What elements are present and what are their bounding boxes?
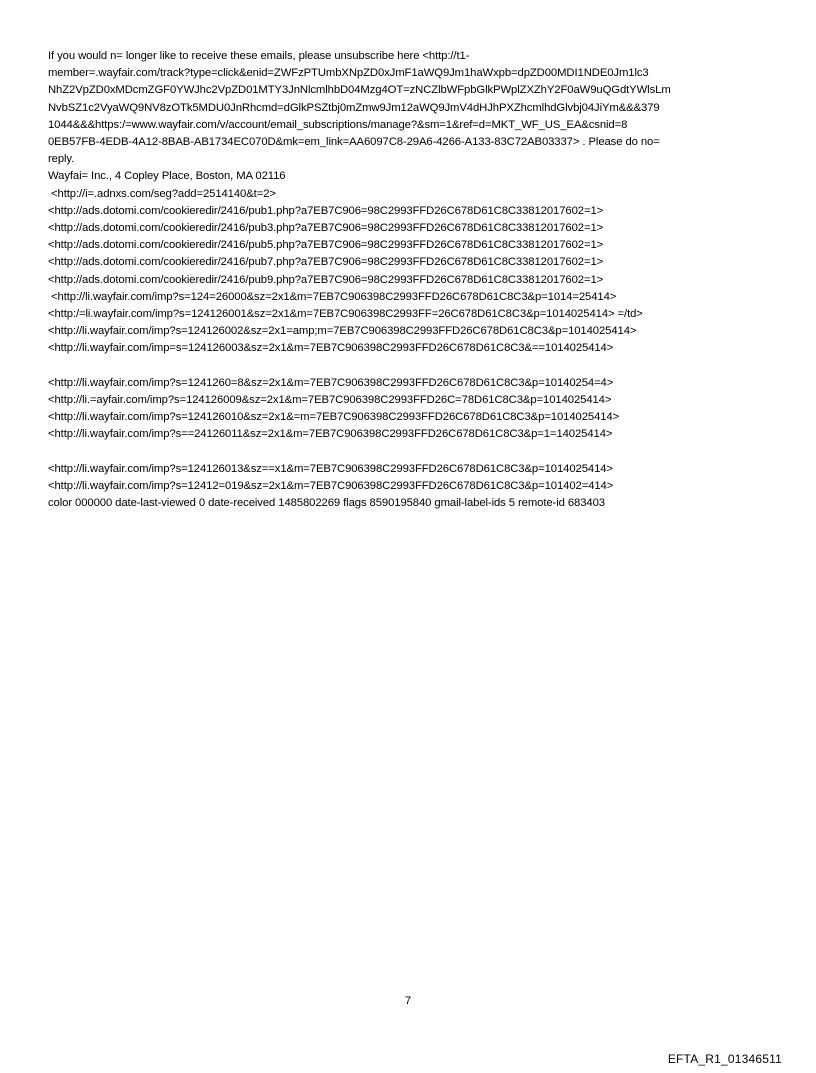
text-line: <http:/=li.wayfair.com/imp?s=124126001&sz=2x1&m=7EB7C906398C2993FF=26C678D61C8C3&p=1014025414> =/td> [48,308,643,321]
text-line: <http://li.wayfair.com/imp?s=12412=019&sz=2x1&m=7EB7C906398C2993FFD26C678D61C8C3&p=101402=414> [48,480,614,493]
text-line: member=.wayfair.com/track?type=click&enid=ZWFzPTUmbXNpZD0xJmF1aWQ9Jm1haWxpb=dpZD00MDI1NDE0Jm1lc3 [48,67,649,80]
text-line: <http://li.wayfair.com/imp?s=124=26000&sz=2x1&m=7EB7C906398C2993FFD26C678D61C8C3&p=1014=25414> [48,290,617,303]
text-line: NvbSZ1c2VyaWQ9NV8zOTk5MDU0JnRhcmd=dGlkPSZtbj0mZmw9Jm12aWQ9JmV4dHJhPXZhcmlhdGlvbj04JiYm&&&379 [48,101,660,114]
impression-links-2 [48,375,778,444]
text-line: NhZ2VpZD0xMDcmZGF0YWJhc2VpZD01MTY3JnNlcmlhbD04Mzg4OT=zNCZlbWFpbGlkPWplZXZhY2F0aW9uQGdtYWlsLm [48,84,671,97]
impression-links-1 [48,289,778,358]
document-id: EFTA_R1_01346511 [667,1052,782,1066]
text-line: <http://li.=ayfair.com/imp?s=124126009&sz=2x1&m=7EB7C906398C2993FFD26C=78D61C8C3&p=1014025414> [48,394,612,407]
text-line: <http://li.wayfair.com/imp?s=124126002&sz=2x1=amp;m=7EB7C906398C2993FFD26C678D61C8C3&p=1014025414> [48,325,637,338]
text-line: <http://li.wayfair.com/imp?s=124126010&sz=2x1&=m=7EB7C906398C2993FFD26C678D61C8C3&p=1014025414> [48,411,620,424]
text-line: reply. [48,153,75,166]
adnxs-link: <http://i=.adnxs.com/seg?add=2514140&t=2> [48,187,276,200]
text-line: If you would n= longer like to receive these emails, please unsubscribe here <http://t1- [48,50,470,62]
text-line: <http://ads.dotomi.com/cookieredir/2416/pub7.php?a7EB7C906=98C2993FFD26C678D61C8C33812017602=1> [48,256,604,269]
dotomi-links [48,203,778,289]
text-line: 0EB57FB-4EDB-4A12-8BAB-AB1734EC070D&mk=em_link=AA6097C8-29A6-4266-A133-83C72AB03337> . Please do no= [48,136,660,149]
message-metadata: color 000000 date-last-viewed 0 date-received 1485802269 flags 8590195840 gmail-label-ids 5 remote-id 683403 [48,497,605,510]
page-number: 7 [404,995,412,1007]
impression-links-3 [48,461,778,495]
unsubscribe-paragraph [48,48,778,168]
text-line: <http://ads.dotomi.com/cookieredir/2416/pub1.php?a7EB7C906=98C2993FFD26C678D61C8C33812017602=1> [48,204,604,217]
text-line: 1044&&&https:/=www.wayfair.com/v/account/email_subscriptions/manage?&sm=1&ref=d=MKT_WF_US_EA&csnid=8 [48,118,628,131]
text-line: <http://ads.dotomi.com/cookieredir/2416/pub9.php?a7EB7C906=98C2993FFD26C678D61C8C33812017602=1> [48,273,604,286]
company-address: Wayfai= Inc., 4 Copley Place, Boston, MA 02116 [48,170,286,183]
text-line: <http://ads.dotomi.com/cookieredir/2416/pub5.php?a7EB7C906=98C2993FFD26C678D61C8C33812017602=1> [48,239,604,252]
text-line: <http://li.wayfair.com/imp=s=124126003&sz=2x1&m=7EB7C906398C2993FFD26C678D61C8C3&==1014025414> [48,342,614,355]
blank-line [48,358,778,375]
text-line: <http://ads.dotomi.com/cookieredir/2416/pub3.php?a7EB7C906=98C2993FFD26C678D61C8C33812017602=1> [48,222,604,235]
text-line: <http://li.wayfair.com/imp?s=1241260=8&sz=2x1&m=7EB7C906398C2993FFD26C678D61C8C3&p=10140254=4> [48,376,614,389]
text-line: <http://li.wayfair.com/imp?s=124126013&sz==x1&m=7EB7C906398C2993FFD26C678D61C8C3&p=1014025414> [48,462,613,475]
blank-line [48,444,778,461]
document-body [48,48,778,512]
text-line: <http://li.wayfair.com/imp?s==24126011&sz=2x1&m=7EB7C906398C2993FFD26C678D61C8C3&p=1=14025414> [48,428,613,441]
